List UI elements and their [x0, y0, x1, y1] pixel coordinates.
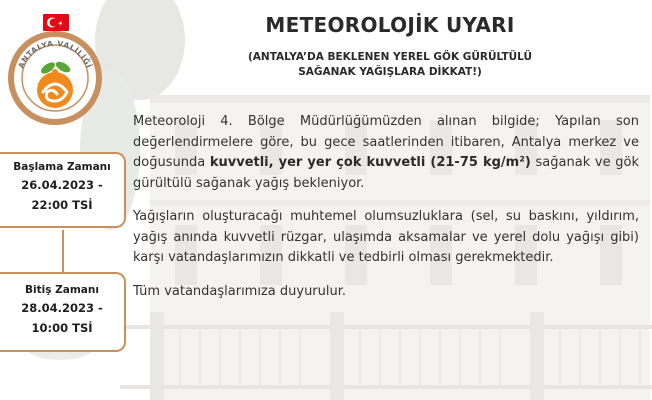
page-title: METEOROLOJİK UYARI — [265, 13, 515, 37]
paragraph-1 — [133, 112, 639, 194]
paragraph-1-end: sağanak ve gök gürültülü sağanak yağış bekleniyor. — [133, 155, 639, 191]
paragraph-1-start: Meteoroloji 4. Bölge Müdürlüğümüzden alınan bilgide; Yapılan son değerlendirmelere göre, bu gece saatlerinden itibaren, Antalya merkez ve doğusunda — [133, 114, 639, 170]
subtitle-line-2: SAĞANAK YAĞIŞLARA DİKKAT!) — [298, 66, 482, 78]
subtitle-line-1: (ANTALYA’DA BEKLENEN YEREL GÖK GÜRÜLTÜLÜ — [247, 51, 533, 63]
announcement-body — [133, 112, 639, 315]
start-time-label: Başlama Zamanı — [13, 161, 111, 173]
paragraph-2: Yağışların oluşturacağı muhtemel olumsuzluklara (sel, su baskını, yıldırım, yağış anında kuvvetli rüzgar, ulaşımda aksamalar ve yerel dolu yağışı gibi) karşı vatandaşlarımızın dikkatli ve tedbirli olması gerekmektedir. — [133, 209, 639, 265]
end-time-box — [0, 272, 126, 352]
svg-text:ANTALYA VALİLİĞİ: ANTALYA VALİLİĞİ — [16, 38, 94, 70]
end-time: 10:00 TSİ — [31, 321, 93, 335]
timeline-connector — [62, 230, 64, 272]
page-subtitle — [200, 50, 580, 80]
paragraph-3: Tüm vatandaşlarımıza duyurulur. — [133, 283, 347, 299]
start-time: 22:00 TSİ — [31, 198, 93, 212]
rainfall-amount-highlight: kuvvetli, yer yer çok kuvvetli (21-75 kg/m²) — [209, 155, 531, 170]
end-date: 28.04.2023 - — [21, 301, 103, 315]
end-time-label: Bitiş Zamanı — [25, 284, 99, 296]
antalya-valiligi-logo — [5, 12, 105, 130]
start-time-box — [0, 152, 126, 228]
start-date: 26.04.2023 - — [21, 178, 103, 192]
